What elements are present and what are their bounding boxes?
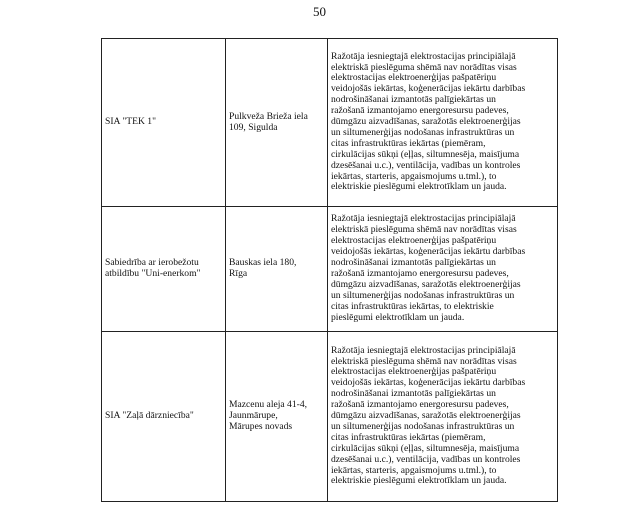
description-line: cirkulācijas sūkņi (eļļas, siltumnesēja, maisījuma [331, 148, 520, 160]
description-line: dzesēšanai u.c.), ventilācija, vadības un kontroles [331, 453, 521, 465]
description-line: elektriskā pieslēguma shēmā nav norādītas visas [331, 61, 517, 73]
company-name-line: atbildību "Uni-enerkom" [105, 268, 201, 279]
address-line: Mārupes novads [229, 420, 293, 432]
address-line: Jaunmārupe, [229, 410, 278, 422]
address-line: Bauskas iela 180, [229, 257, 297, 269]
description-line: ražošanā izmantojamo energoresursu padeves, [331, 268, 509, 279]
description-line: Ražotāja iesniegtajā elektrostacijas principiālajā [331, 50, 516, 62]
description-line: elektriskie pieslēgumi elektrotīklam un jauda. [331, 181, 507, 193]
description-line: elektriskā pieslēguma shēmā nav norādītas visas [331, 355, 517, 367]
company-cell [102, 207, 226, 332]
description-line: citas infrastruktūras iekārtas, to elektriskie [331, 300, 494, 312]
table-row [102, 332, 558, 502]
company-name-line: Sabiedrība ar ierobežotu [105, 257, 199, 269]
description-line: nodrošināšanai izmantotās palīgiekārtas un [331, 257, 496, 269]
description-line: nodrošināšanai izmantotās palīgiekārtas un [331, 94, 496, 106]
company-name: SIA "TEK 1" [105, 116, 157, 128]
description-line: citas infrastruktūras iekārtas (piemēram, [331, 137, 486, 149]
address-cell [226, 39, 328, 207]
description-line: veidojošās iekārtas, koģenerācijas iekārtu darbības [331, 377, 526, 389]
description-cell [328, 332, 558, 502]
description-line: un siltumenerģijas nodošanas infrastruktūras un [331, 420, 515, 432]
description-line: un siltumenerģijas nodošanas infrastruktūras un [331, 126, 515, 138]
description-line: ražošanā izmantojamo energoresursu padeves, [331, 105, 509, 117]
description-line: veidojošās iekārtas, koģenerācijas iekārtu darbības [331, 246, 526, 258]
description-line: elektriskie pieslēgumi elektrotīklam un jauda. [331, 475, 507, 487]
address-cell [226, 207, 328, 332]
description-line: iekārtas, starteris, apgaismojums u.tml.), to [331, 464, 497, 476]
description-line: ražošanā izmantojamo energoresursu padeves, [331, 399, 509, 411]
description-line: pieslēgumi elektrotīklam un jauda. [331, 311, 465, 323]
description-line: citas infrastruktūras iekārtas (piemēram, [331, 431, 486, 443]
description-line: elektrostacijas elektroenerģijas pašpatēriņu [331, 235, 497, 247]
description-line: elektrostacijas elektroenerģijas pašpatēriņu [331, 72, 497, 84]
description-cell [328, 207, 558, 332]
description-line: elektriskā pieslēguma shēmā nav norādītas visas [331, 224, 517, 236]
description-line: cirkulācijas sūkņi (eļļas, siltumnesēja, maisījuma [331, 442, 520, 454]
description-line: iekārtas, starteris, apgaismojums u.tml.), to [331, 170, 497, 182]
address-cell [226, 332, 328, 502]
description-line: dūmgāzu aizvadīšanas, saražotās elektroenerģijas [331, 278, 521, 290]
address-line: Mazcenu aleja 41-4, [229, 399, 308, 411]
description-line: dzesēšanai u.c.), ventilācija, vadības un kontroles [331, 159, 521, 171]
table-row [102, 39, 558, 207]
company-cell [102, 332, 226, 502]
description-line: veidojošās iekārtas, koģenerācijas iekārtu darbības [331, 83, 526, 95]
description-cell [328, 39, 558, 207]
producers-table [101, 38, 558, 502]
description-line: Ražotāja iesniegtajā elektrostacijas principiālajā [331, 213, 516, 225]
address-line: Pulkveža Brieža iela [229, 110, 308, 122]
description-line: Ražotāja iesniegtajā elektrostacijas principiālajā [331, 344, 516, 356]
description-line: dūmgāzu aizvadīšanas, saražotās elektroenerģijas [331, 410, 521, 422]
address-line: Rīga [229, 268, 248, 279]
company-name: SIA "Zaļā dārzniecība" [105, 410, 194, 422]
company-cell [102, 39, 226, 207]
page-number: 50 [313, 4, 326, 19]
address-line: 109, Sigulda [229, 121, 278, 133]
description-line: dūmgāzu aizvadīšanas, saražotās elektroenerģijas [331, 116, 521, 128]
description-line: nodrošināšanai izmantotās palīgiekārtas un [331, 388, 496, 400]
description-line: un siltumenerģijas nodošanas infrastruktūras un [331, 289, 515, 301]
description-line: elektrostacijas elektroenerģijas pašpatēriņu [331, 366, 497, 378]
table-row [102, 207, 558, 332]
